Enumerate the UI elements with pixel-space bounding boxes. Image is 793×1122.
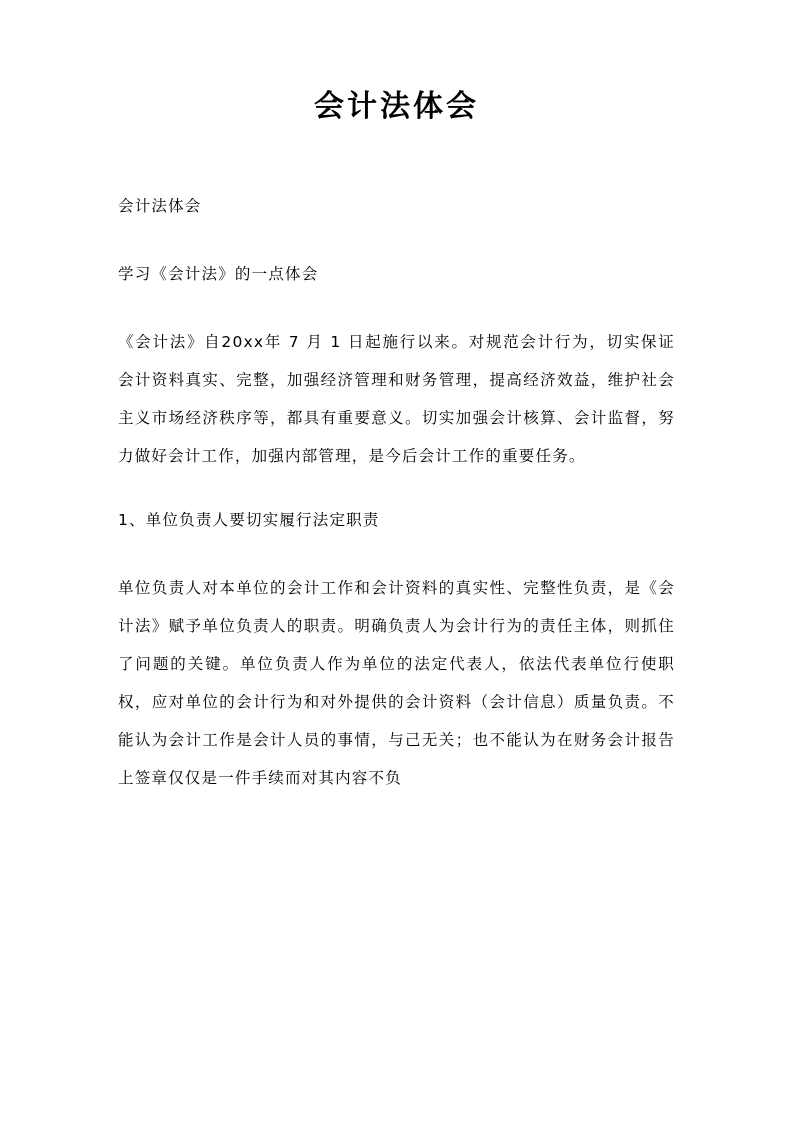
paragraph-heading-repeat: 会计法体会 bbox=[118, 197, 202, 215]
paragraph-subtitle: 学习《会计法》的一点体会 bbox=[118, 264, 319, 283]
paragraph-section-1-body: 单位负责人对本单位的会计工作和会计资料的真实性、完整性负责，是《会计法》赋予单位负责人的职责。明确负责人为会计行为的责任主体，则抓住了问题的关键。单位负责人作为单位的法定代表人，依法代表单位行使职权，应对单位的会计行为和对外提供的会计资料（会计信息）质量负责。不能认为会计工作是会计人员的事情，与己无关；也不能认为在财务会计报告上签章仅仅是一件手续而对其内容不负 bbox=[118, 578, 675, 787]
page-title: 会计法体会 bbox=[314, 89, 479, 124]
paragraph-section-1-heading: 1、单位负责人要切实履行法定职责 bbox=[118, 510, 380, 529]
paragraph-intro: 《会计法》自20xx年 7 月 1 日起施行以来。对规范会计行为，切实保证会计资料真实、完整，加强经济管理和财务管理，提高经济效益，维护社会主义市场经济秩序等，都具有重要意义。切实加强会计核算、会计监督，努力做好会计工作，加强内部管理，是今后会计工作的重要任务。 bbox=[118, 332, 675, 465]
document-body bbox=[118, 188, 675, 798]
